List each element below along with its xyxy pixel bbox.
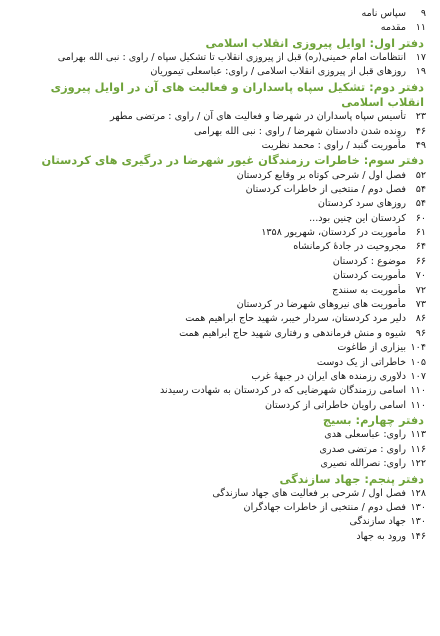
toc-entry: [12, 399, 426, 413]
entry-title: دلیر مرد کردستان، سردار خیبر، شهید حاج ابراهیم همت: [185, 313, 406, 325]
page-number: ۱۱۰: [410, 385, 426, 397]
toc-entry: [12, 515, 426, 529]
part-heading: دفتر دوم: تشکیل سپاه پاسداران و فعالیت های آن در اوایل پیروزی انقلاب اسلامی: [50, 79, 424, 109]
part-heading: دفتر پنجم: جهاد سازندگی: [279, 471, 424, 486]
entry-title: اسامی راویان خاطراتی از کردستان: [265, 399, 406, 411]
page-number: ۴۹: [415, 139, 426, 151]
toc-entry: [12, 356, 426, 370]
page-number: ۶۱: [415, 227, 426, 239]
page-number: ۶۶: [415, 255, 426, 267]
page-number: ۵۴: [415, 198, 426, 210]
page-number: ۵۲: [415, 169, 426, 181]
page-number: ۱۷: [415, 51, 426, 63]
page-number: ۱۲۸: [410, 487, 426, 499]
toc-entry: [12, 169, 426, 183]
entry-title: مأموریت های نیروهای شهرضا در کردستان: [236, 299, 406, 311]
toc-entry: [12, 240, 426, 254]
entry-title: بیزاری از طاغوت: [337, 342, 406, 354]
entry-title: روِنده شدن دادستان شهرضا / راوی : نبی الله بهرامی: [193, 125, 406, 137]
toc-entry: [12, 197, 426, 211]
part-heading: دفتر اول: اوایل پیروزی انقلاب اسلامی: [205, 35, 424, 50]
toc-entry: [12, 284, 426, 298]
toc-entry: [12, 125, 426, 139]
toc-entry: [12, 212, 426, 226]
page-number: ۱۱: [415, 22, 426, 34]
page-number: ۸۶: [415, 313, 426, 325]
entry-title: فصل دوم / منتخبی از خاطرات جهادگران: [243, 502, 406, 514]
entry-title: راوی: عباسعلی هدی: [324, 429, 406, 441]
toc-entry: [12, 501, 426, 515]
entry-title: شیوه و منش فرماندهی و رفتاری شهید حاج ابراهیم همت: [179, 327, 406, 339]
toc-list: [12, 7, 426, 544]
page-number: ۱۰۴: [410, 342, 426, 354]
page-number: ۷۳: [415, 299, 426, 311]
toc-entry: [12, 255, 426, 269]
toc-entry: [12, 65, 426, 79]
page-number: ۱۱۰: [410, 399, 426, 411]
page-number: ۱۱۳: [410, 429, 426, 441]
page-number: ۷۰: [415, 270, 426, 282]
toc-entry: [12, 139, 426, 153]
toc-entry: [12, 370, 426, 384]
part-heading: دفتر سوم: خاطرات رزمندگان غیور شهرضا در درگیری های کردستان: [41, 153, 424, 168]
entry-title: راوی: نصرالله نصیری: [320, 458, 406, 470]
entry-title: مقدمه: [380, 22, 406, 34]
page-number: ۱۲۲: [410, 458, 426, 470]
entry-title: اسامی رزمندگان شهرضایی که در کردستان به شهادت رسیدند: [160, 385, 406, 397]
entry-title: فصل اول / شرحی کوتاه بر وقایع کردستان: [236, 169, 406, 181]
entry-title: روزهای سرد کردستان: [317, 198, 406, 210]
toc-entry: [12, 327, 426, 341]
toc-entry: [12, 7, 426, 21]
toc-entry: [12, 384, 426, 398]
toc-entry: [12, 269, 426, 283]
page-number: ۱۰۷: [410, 370, 426, 382]
entry-title: دلاوری رزمنده های ایران در جبهۀ غرب: [251, 370, 406, 382]
page-number: ۱۴۶: [410, 530, 426, 542]
page-number: ۵۴: [415, 183, 426, 195]
toc-entry: [12, 226, 426, 240]
page-number: ۷۲: [415, 284, 426, 296]
toc-entry: [12, 443, 426, 457]
entry-title: راوی : مرتضی صدری: [319, 443, 406, 455]
toc-entry: [12, 183, 426, 197]
entry-title: تأسیس سپاه پاسداران در شهرضا و فعالیت های آن / راوی : مرتضی مطهر: [110, 111, 406, 123]
page-number: ۱۳۰: [410, 516, 426, 528]
entry-title: مأموریت در کردستان، شهریور ۱۳۵۸: [261, 227, 406, 239]
entry-title: مأموریت کردستان: [333, 270, 406, 282]
toc-entry: [12, 487, 426, 501]
page-number: ۶۴: [415, 241, 426, 253]
entry-title: فصل اول / شرحی بر فعالیت های جهاد سازندگی: [212, 487, 406, 499]
entry-title: سپاس نامه: [361, 8, 406, 19]
page-number: ۱۳۰: [410, 502, 426, 514]
toc-entry: [12, 51, 426, 65]
entry-title: جهاد سازندگی: [349, 516, 406, 528]
page-number: ۱۹: [415, 66, 426, 78]
toc-entry: [12, 110, 426, 124]
entry-title: خاطراتی از یک دوست: [316, 356, 406, 368]
page-number: ۱۱۶: [410, 443, 426, 455]
entry-title: مأموریت به سنندج: [332, 284, 406, 296]
toc-entry: [12, 298, 426, 312]
toc-entry: [12, 312, 426, 326]
toc-entry: [12, 530, 426, 544]
entry-title: روزهای قبل از پیروزی انقلاب اسلامی / راوی: عباسعلی تیموریان: [150, 66, 406, 78]
page-number: ۱۰۵: [410, 356, 426, 368]
toc-entry: [12, 341, 426, 355]
toc-entry: [12, 21, 426, 35]
page-number: ۹: [420, 8, 426, 19]
page-number: ۹۶: [415, 327, 426, 339]
entry-title: کردستان این چنین بود...: [309, 212, 406, 224]
entry-title: مأموریت گنبد / راوی : محمد نظریت: [261, 139, 406, 151]
entry-title: مجروحیت در جادۀ کرمانشاه: [293, 241, 406, 253]
page-number: ۶۰: [415, 212, 426, 224]
entry-title: انتظامات امام خمینی(ره) قبل از پیروزی انقلاب تا تشکیل سپاه / راوی : نبی الله بهرامی: [57, 51, 406, 63]
toc-entry: [12, 457, 426, 471]
entry-title: ورود به جهاد: [356, 530, 406, 542]
page-number: ۴۶: [415, 125, 426, 137]
part-heading: دفتر چهارم: بسیج: [322, 413, 424, 428]
page-number: ۲۳: [415, 111, 426, 123]
entry-title: موضوع : کردستان: [332, 255, 406, 267]
entry-title: فصل دوم / منتخبی از خاطرات کردستان: [245, 183, 406, 195]
toc-entry: [12, 428, 426, 442]
